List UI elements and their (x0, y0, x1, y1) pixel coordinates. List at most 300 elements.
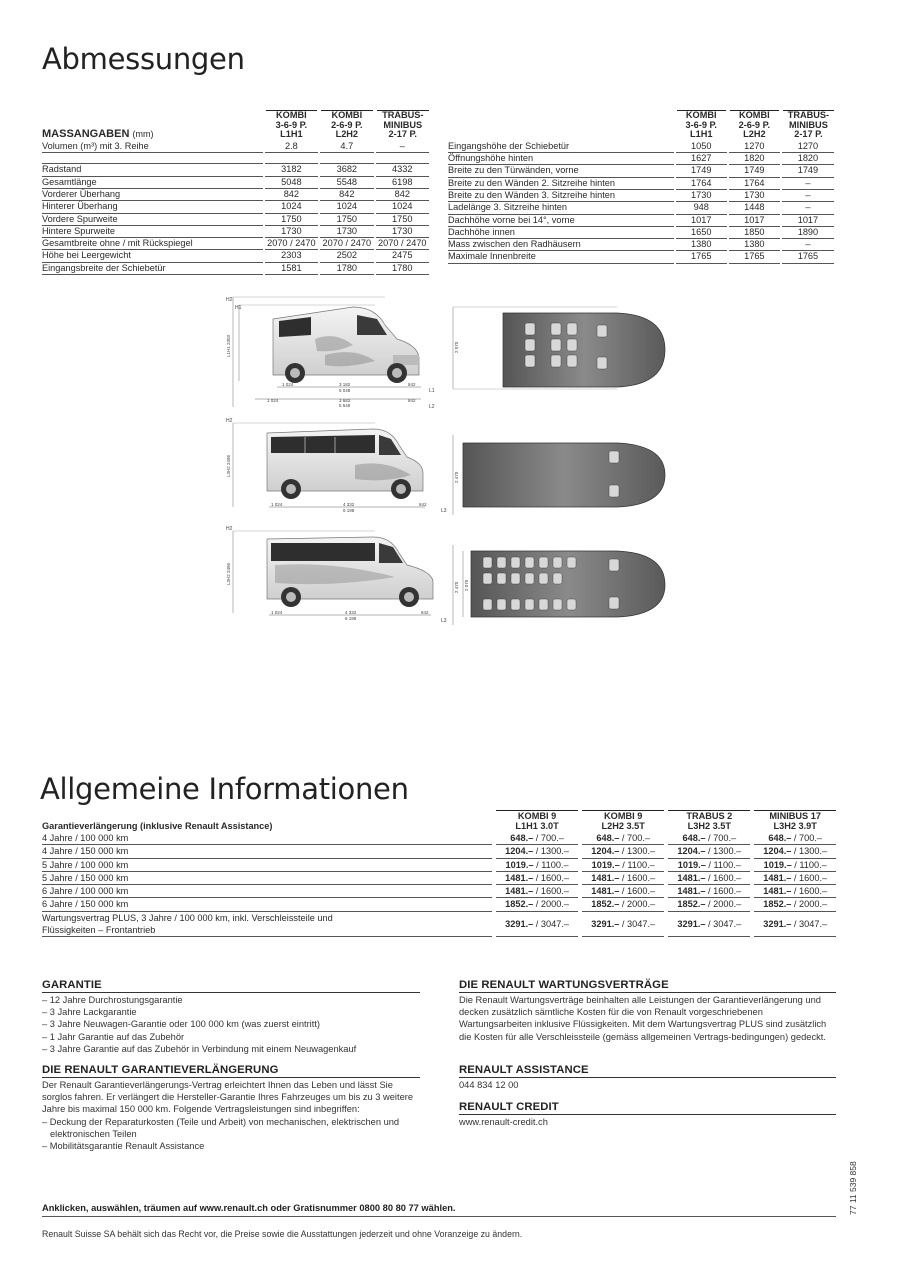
van1-width-label: 2 070 (454, 341, 459, 353)
price-list: / 700.– (619, 833, 651, 843)
vehicle-drawings (225, 295, 675, 635)
dim-left-cell: 1581 (264, 262, 319, 274)
price-list: / 1300.– (791, 846, 828, 857)
price-cell (666, 898, 752, 911)
dim-right-col-header-line: KOMBI (685, 110, 717, 120)
price-col-header-line: MINIBUS 17 (769, 811, 821, 821)
price-main: 1204.– (591, 846, 620, 857)
price-main: 1481.– (505, 886, 534, 897)
price-main: 1019.– (763, 859, 792, 870)
dim-left-col-header-line: L1H1 (280, 129, 303, 140)
dim-left-col-header-line: KOMBI (276, 110, 307, 120)
van1b-dim-length: 5 548 (339, 403, 351, 408)
price-list: / 3047.– (619, 918, 656, 929)
price-cell (580, 911, 666, 937)
dim-left-cell: 2070 / 2470 (264, 238, 319, 250)
price-col-header (580, 811, 666, 833)
dim-left-col-header (319, 111, 374, 141)
price-cell (580, 871, 666, 884)
price-cell (580, 832, 666, 845)
price-list: / 3047.– (705, 918, 742, 929)
price-cell (666, 858, 752, 871)
price-row-label: 5 Jahre / 150 000 km (42, 871, 494, 884)
van1-top-view (453, 307, 665, 389)
assistance-heading: RENAULT ASSISTANCE (459, 1064, 836, 1078)
price-row (42, 871, 836, 884)
price-list: / 1100.– (791, 859, 827, 870)
price-row-label: 5 Jahre / 100 000 km (42, 858, 494, 871)
page-title-general: Allgemeine Informationen (40, 772, 409, 806)
price-main: 1852.– (763, 899, 792, 910)
dim-left-cell: 2303 (264, 250, 319, 262)
price-main: 1204.– (763, 846, 792, 857)
dim-right-cell: 1850 (728, 226, 781, 238)
price-cell (666, 871, 752, 884)
dim-right-cell: 1650 (675, 226, 728, 238)
dim-right-cell: 1765 (728, 251, 781, 263)
price-main: 1481.– (505, 872, 534, 883)
dim-left-row-label: Höhe bei Leergewicht (42, 250, 264, 262)
dim-left-cell: 842 (264, 188, 319, 200)
van2-height-label: L3H2 2496 (226, 454, 231, 477)
van3-dim-front: 842 (421, 610, 429, 615)
price-list: / 2000.– (619, 899, 656, 910)
price-cell (752, 871, 836, 884)
verlaengerung-item: – Deckung der Reparaturkosten (Teile und Arbeit) von mechanischen, elektrischen und elektronischen Teilen (42, 1116, 400, 1139)
price-row (42, 911, 836, 937)
dim-right-cell: 1730 (675, 189, 728, 201)
dim-right-row (448, 239, 834, 251)
dim-left-row (42, 250, 429, 262)
dim-left-col-header-line: 2-6-9 P. (331, 119, 363, 130)
van3-dim-length: 6 198 (345, 616, 357, 621)
dim-right-row-label: Breite zu den Wänden 3. Sitzreihe hinten (448, 189, 675, 201)
dim-left-cell: 1750 (319, 213, 374, 225)
dim-left-cell: 842 (319, 188, 374, 200)
dim-right-cell: 1890 (781, 226, 834, 238)
dim-left-col-header-line: MINIBUS (383, 119, 423, 130)
dimensions-table-right (448, 110, 834, 264)
dim-right-row-label: Ladelänge 3. Sitzreihe hinten (448, 202, 675, 214)
price-main: 3291.– (591, 918, 620, 929)
van1-dim-rear: 1 024 (282, 382, 294, 387)
price-list: / 1100.– (619, 859, 655, 870)
dim-right-cell: 1017 (728, 214, 781, 226)
price-col-header-line: TRABUS 2 (686, 811, 733, 821)
price-list: / 2000.– (705, 899, 742, 910)
dim-right-cell: 1448 (728, 202, 781, 214)
price-cell (494, 898, 580, 911)
van2-dim-rear: 1 024 (271, 502, 283, 507)
van1b-dim-front: 842 (408, 398, 416, 403)
dim-right-col-header (781, 111, 834, 141)
dim-left-col-header-line: 3-6-9 P. (275, 119, 308, 130)
dim-left-row (42, 141, 429, 153)
dim-left-cell: 2502 (319, 250, 374, 262)
price-main: 1019.– (677, 859, 706, 870)
dim-left-col-header-line: L2H2 (335, 129, 359, 140)
price-row-label: 6 Jahre / 100 000 km (42, 885, 494, 898)
dim-left-row (42, 238, 429, 250)
dim-right-col-header-line: L2H2 (743, 129, 766, 140)
price-cell (752, 898, 836, 911)
van3-h2-label: H2 (226, 526, 233, 532)
dim-left-cell: 4332 (375, 164, 429, 176)
price-main: 648.– (596, 833, 620, 843)
price-table-title: Garantieverlängerung (inklusive Renault Assistance) (42, 821, 273, 831)
garantie-list (42, 994, 420, 1055)
van3-side-view (226, 526, 447, 624)
price-row (42, 858, 836, 871)
van3-width2-label: 2 470 (454, 581, 459, 593)
price-row-label: 4 Jahre / 150 000 km (42, 845, 494, 858)
dim-right-row-label: Breite zu den Wänden 2. Sitzreihe hinten (448, 177, 675, 189)
dim-right-row-label: Dachhöhe innen (448, 226, 675, 238)
dim-right-row-label: Dachhöhe vorne bei 14°, vorne (448, 214, 675, 226)
dim-left-cell: 1730 (375, 225, 429, 237)
dim-right-col-header-line: MINIBUS (789, 119, 828, 130)
dim-right-row (448, 189, 834, 201)
dim-right-cell: 1749 (675, 165, 728, 177)
price-cell (752, 832, 836, 845)
price-main: 1481.– (591, 886, 620, 897)
van1b-dim-rear: 1 024 (267, 398, 279, 403)
dim-left-row (42, 225, 429, 237)
price-list: / 1600.– (533, 886, 569, 897)
price-col-header (752, 811, 836, 833)
dim-left-cell: – (375, 141, 429, 153)
price-cell (580, 885, 666, 898)
credit-link[interactable]: www.renault-credit.ch (459, 1117, 548, 1127)
dim-left-cell: 1780 (319, 262, 374, 274)
van1-dim-length: 5 048 (339, 388, 351, 393)
dim-left-col-header (264, 111, 319, 141)
dim-left-row-label: Vorderer Überhang (42, 188, 264, 200)
price-list: / 1600.– (791, 872, 828, 883)
dim-right-cell: 1820 (728, 153, 781, 165)
dim-left-cell: 2.8 (264, 141, 319, 153)
dim-left-cell: 3682 (319, 164, 374, 176)
van2-h2-label: H2 (226, 418, 233, 424)
dim-left-cell: 3182 (264, 164, 319, 176)
price-main: 3291.– (505, 918, 534, 929)
dim-left-row (42, 153, 429, 164)
dim-right-row (448, 226, 834, 238)
price-row (42, 832, 836, 845)
price-list: / 1100.– (533, 859, 569, 870)
dim-right-row-label: Maximale Innenbreite (448, 251, 675, 263)
price-list: / 1600.– (705, 872, 742, 883)
van1-h1-label: H1 (235, 305, 242, 311)
dim-right-cell: 1749 (781, 165, 834, 177)
dim-left-cell: 2070 / 2470 (319, 238, 374, 250)
price-list: / 1100.– (705, 859, 741, 870)
verlaengerung-heading: DIE RENAULT GARANTIEVERLÄNGERUNG (42, 1064, 420, 1078)
dim-left-cell: 1024 (319, 201, 374, 213)
price-col-header-line: L3H2 3.5T (687, 821, 732, 831)
wartung-heading: DIE RENAULT WARTUNGSVERTRÄGE (459, 979, 836, 993)
dim-left-row-label: Gesamtbreite ohne / mit Rückspiegel (42, 238, 264, 250)
dim-left-row (42, 188, 429, 200)
dim-left-cell: 2475 (375, 250, 429, 262)
price-main: 3291.– (677, 918, 706, 929)
price-col-header-line: L1H1 3.0T (515, 821, 559, 831)
dim-right-cell: – (781, 177, 834, 189)
dim-left-cell: 6198 (375, 176, 429, 188)
van1-side-view (226, 297, 435, 410)
van2-width2-label: 2 470 (454, 471, 459, 483)
price-list: / 700.– (791, 833, 823, 843)
dim-right-row-label: Mass zwischen den Radhäusern (448, 239, 675, 251)
dim-right-row (448, 153, 834, 165)
dim-right-col-header-line: TRABUS- (787, 110, 830, 120)
assistance-section (459, 1064, 836, 1091)
dim-right-row (448, 214, 834, 226)
dim-left-row (42, 201, 429, 213)
dim-right-col-header-line: 2-6-9 P. (738, 119, 771, 130)
dim-right-col-header (675, 111, 728, 141)
price-main: 1481.– (763, 872, 792, 883)
price-row (42, 885, 836, 898)
price-cell (666, 845, 752, 858)
footer-cta[interactable]: Anklicken, auswählen, träumen auf www.renault.ch oder Gratisnummer 0800 80 80 77 wählen. (42, 1203, 836, 1217)
credit-heading: RENAULT CREDIT (459, 1101, 836, 1115)
dim-right-cell: 1050 (675, 141, 728, 153)
price-list: / 1600.– (791, 886, 828, 897)
dim-left-cell: 842 (375, 188, 429, 200)
van1b-dim-wheelbase: 3 682 (339, 398, 351, 403)
price-list: / 3047.– (533, 918, 569, 929)
price-cell (666, 911, 752, 937)
price-cell (494, 832, 580, 845)
price-main: 1481.– (591, 872, 620, 883)
dim-right-col-header-line: L1H1 (690, 129, 713, 140)
dim-left-col-header-line: KOMBI (331, 110, 363, 120)
dim-right-row (448, 177, 834, 189)
dim-right-row (448, 251, 834, 263)
garantie-section (42, 979, 420, 1055)
price-main: 1852.– (677, 899, 706, 910)
price-cell (494, 885, 580, 898)
price-list: / 1300.– (533, 846, 569, 857)
dim-right-cell: 1764 (728, 177, 781, 189)
price-list: / 2000.– (533, 899, 569, 910)
van1-len-l1: L1 (429, 388, 435, 394)
dim-right-col-header (728, 111, 781, 141)
price-list: / 1600.– (533, 872, 569, 883)
dim-right-col-header-line: 2-17 P. (794, 129, 823, 140)
dim-right-cell: 1270 (728, 141, 781, 153)
price-main: 1852.– (505, 899, 534, 910)
price-cell (752, 885, 836, 898)
dim-right-cell: 1765 (675, 251, 728, 263)
price-col-header (666, 811, 752, 833)
dim-right-row (448, 202, 834, 214)
dim-left-row (42, 262, 429, 274)
dim-right-row (448, 165, 834, 177)
price-main: 1481.– (677, 886, 706, 897)
van3-top-view (453, 545, 665, 625)
dim-right-cell: 1270 (781, 141, 834, 153)
price-main: 648.– (768, 833, 792, 843)
assistance-phone[interactable]: 044 834 12 00 (459, 1080, 519, 1090)
dim-left-cell: 1780 (375, 262, 429, 274)
dim-left-cell (264, 153, 319, 164)
price-col-header-line: L2H2 3.5T (601, 821, 645, 831)
dim-right-cell: 1017 (675, 214, 728, 226)
price-cell (494, 845, 580, 858)
dim-right-row (448, 141, 834, 153)
price-list: / 1300.– (619, 846, 656, 857)
document-code: 77 11 539 858 (848, 1161, 858, 1215)
price-list: / 1300.– (705, 846, 742, 857)
dim-right-row-label: Breite zu den Türwänden, vorne (448, 165, 675, 177)
price-main: 648.– (682, 833, 706, 843)
dim-left-row (42, 213, 429, 225)
price-main: 1204.– (677, 846, 706, 857)
price-list: / 1600.– (619, 886, 656, 897)
van1-h2-label: H2 (226, 297, 233, 303)
credit-section (459, 1101, 836, 1128)
dim-right-row-label: Öffnungshöhe hinten (448, 153, 675, 165)
van1-len-l2: L2 (429, 404, 435, 410)
dim-right-cell: 1627 (675, 153, 728, 165)
dim-left-col-header-line: 2-17 P. (388, 129, 417, 140)
dim-right-cell: 1380 (728, 239, 781, 251)
verlaengerung-text: Der Renault Garantieverlängerungs-Vertrag erleichtert Ihnen das Leben und lässt Sie sorglos fahren. Er verlängert die Hersteller-Garantie Ihres Fahrzeuges um bis zu 3 weitere Jahre bis maximal 150 000 km. Folgende Vertragsleistungen sind inbegriffen: (42, 1080, 414, 1115)
dim-left-cell: 4.7 (319, 141, 374, 153)
garantie-item: – 3 Jahre Neuwagen-Garantie oder 100 000 km (was zuerst eintritt) (42, 1019, 321, 1030)
verlaengerung-item: – Mobilitätsgarantie Renault Assistance (42, 1141, 205, 1152)
price-cell (580, 858, 666, 871)
warranty-price-table (42, 810, 836, 937)
price-cell (494, 871, 580, 884)
van1-dim-wheelbase: 3 182 (339, 382, 351, 387)
price-main: 1481.– (763, 886, 792, 897)
price-col-header (494, 811, 580, 833)
price-main: 1852.– (591, 899, 620, 910)
footer-disclaimer: Renault Suisse SA behält sich das Recht vor, die Preise sowie die Ausstattungen jederzeit und ohne Voranzeige zu ändern. (42, 1229, 523, 1239)
dim-right-cell: 1730 (728, 189, 781, 201)
dim-right-cell: 1764 (675, 177, 728, 189)
dim-left-col-header-line: TRABUS- (382, 110, 424, 120)
dim-left-cell: 5548 (319, 176, 374, 188)
price-cell (580, 898, 666, 911)
dim-left-row-label: Radstand (42, 164, 264, 176)
price-row-label: 6 Jahre / 150 000 km (42, 898, 494, 911)
price-list: / 1600.– (705, 886, 742, 897)
price-main: 1019.– (591, 859, 620, 870)
price-cell (752, 845, 836, 858)
dim-right-row-label: Eingangshöhe der Schiebetür (448, 141, 675, 153)
dim-right-cell: 1820 (781, 153, 834, 165)
verlaengerung-section (42, 1064, 420, 1152)
verlaengerung-list (42, 1116, 420, 1153)
dim-right-cell: 1017 (781, 214, 834, 226)
van2-dim-wheelbase: 4 332 (343, 502, 355, 507)
price-col-header-line: L3H2 3.9T (773, 821, 817, 831)
van2-dim-front: 842 (419, 502, 427, 507)
dim-left-row-label: Hinterer Überhang (42, 201, 264, 213)
dim-left-row (42, 164, 429, 176)
van3-height-label: L3H2 2496 (226, 562, 231, 585)
price-col-header-line: KOMBI 9 (604, 811, 643, 821)
dim-left-row-label: Volumen (m³) mit 3. Reihe (42, 141, 264, 153)
dim-left-cell: 1730 (264, 225, 319, 237)
price-list: / 1600.– (619, 872, 656, 883)
price-cell (752, 911, 836, 937)
dimensions-table-left (42, 110, 429, 275)
wartung-text: Die Renault Wartungsverträge beinhalten alle Leistungen der Garantieverlängerung und decken zusätzlich sämtliche Kosten für die von Renault vorgeschriebenen Wartungsarbeiten inklusive Flüssigkeiten. Mit dem Wartungsvertrag PLUS sind zusätzlich die Kosten für alle Verschleissteile (gemäss allgemeinen Vertrags-bedingungen) gedeckt. (459, 995, 827, 1042)
price-main: 3291.– (763, 918, 792, 929)
van2-top-view (453, 435, 665, 515)
dim-right-cell: – (781, 239, 834, 251)
dim-left-col-header (375, 111, 429, 141)
price-cell (752, 858, 836, 871)
dimensions-table-title: MASSANGABEN (mm) (42, 128, 154, 141)
dim-left-cell: 1750 (375, 213, 429, 225)
dim-left-row-label (42, 153, 264, 164)
price-list: / 2000.– (791, 899, 828, 910)
price-row-label: Wartungsvertrag PLUS, 3 Jahre / 100 000 km, inkl. Verschleissteile und Flüssigkeiten – Frontantrieb (42, 911, 494, 937)
van1-height-label: L1H1 2303 (226, 334, 231, 357)
dim-left-cell: 2070 / 2470 (375, 238, 429, 250)
dim-left-row (42, 176, 429, 188)
dim-left-row-label: Vordere Spurweite (42, 213, 264, 225)
wartung-section (459, 979, 836, 1043)
dim-left-cell: 1024 (264, 201, 319, 213)
van2-side-view (226, 418, 447, 514)
dim-right-cell: 1749 (728, 165, 781, 177)
dim-left-cell: 1750 (264, 213, 319, 225)
dim-left-cell: 1730 (319, 225, 374, 237)
van3-len-l3: L3 (441, 618, 447, 624)
dim-left-row-label: Eingangsbreite der Schiebetür (42, 262, 264, 274)
dim-left-cell: 1024 (375, 201, 429, 213)
price-cell (494, 911, 580, 937)
price-main: 1204.– (505, 846, 534, 857)
dim-left-cell: 5048 (264, 176, 319, 188)
dim-right-col-header-line: KOMBI (739, 110, 770, 120)
dim-right-cell: – (781, 202, 834, 214)
price-cell (666, 885, 752, 898)
price-cell (666, 832, 752, 845)
dim-right-cell: 948 (675, 202, 728, 214)
price-row (42, 898, 836, 911)
garantie-item: – 3 Jahre Lackgarantie (42, 1007, 137, 1018)
dim-right-cell: – (781, 189, 834, 201)
garantie-item: – 12 Jahre Durchrostungsgarantie (42, 995, 183, 1005)
price-cell (494, 858, 580, 871)
dim-left-row-label: Hintere Spurweite (42, 225, 264, 237)
van2-len-l3: L3 (441, 508, 447, 514)
dim-right-cell: 1380 (675, 239, 728, 251)
price-main: 648.– (510, 833, 534, 843)
van2-dim-length: 6 198 (343, 508, 355, 513)
price-list: / 700.– (533, 833, 564, 843)
garantie-item: – 1 Jahr Garantie auf das Zubehör (42, 1031, 185, 1042)
van3-dim-wheelbase: 4 332 (345, 610, 357, 615)
garantie-heading: GARANTIE (42, 979, 420, 993)
dim-left-cell (375, 153, 429, 164)
dim-right-col-header-line: 3-6-9 P. (685, 119, 717, 130)
dim-right-cell: 1765 (781, 251, 834, 263)
garantie-item: – 3 Jahre Garantie auf das Zubehör in Verbindung mit einem Neuwagenkauf (42, 1043, 357, 1054)
price-list: / 3047.– (791, 918, 828, 929)
price-main: 1019.– (505, 859, 534, 870)
van1-dim-front: 842 (408, 382, 416, 387)
van3-width-label: 2 070 (464, 579, 469, 591)
